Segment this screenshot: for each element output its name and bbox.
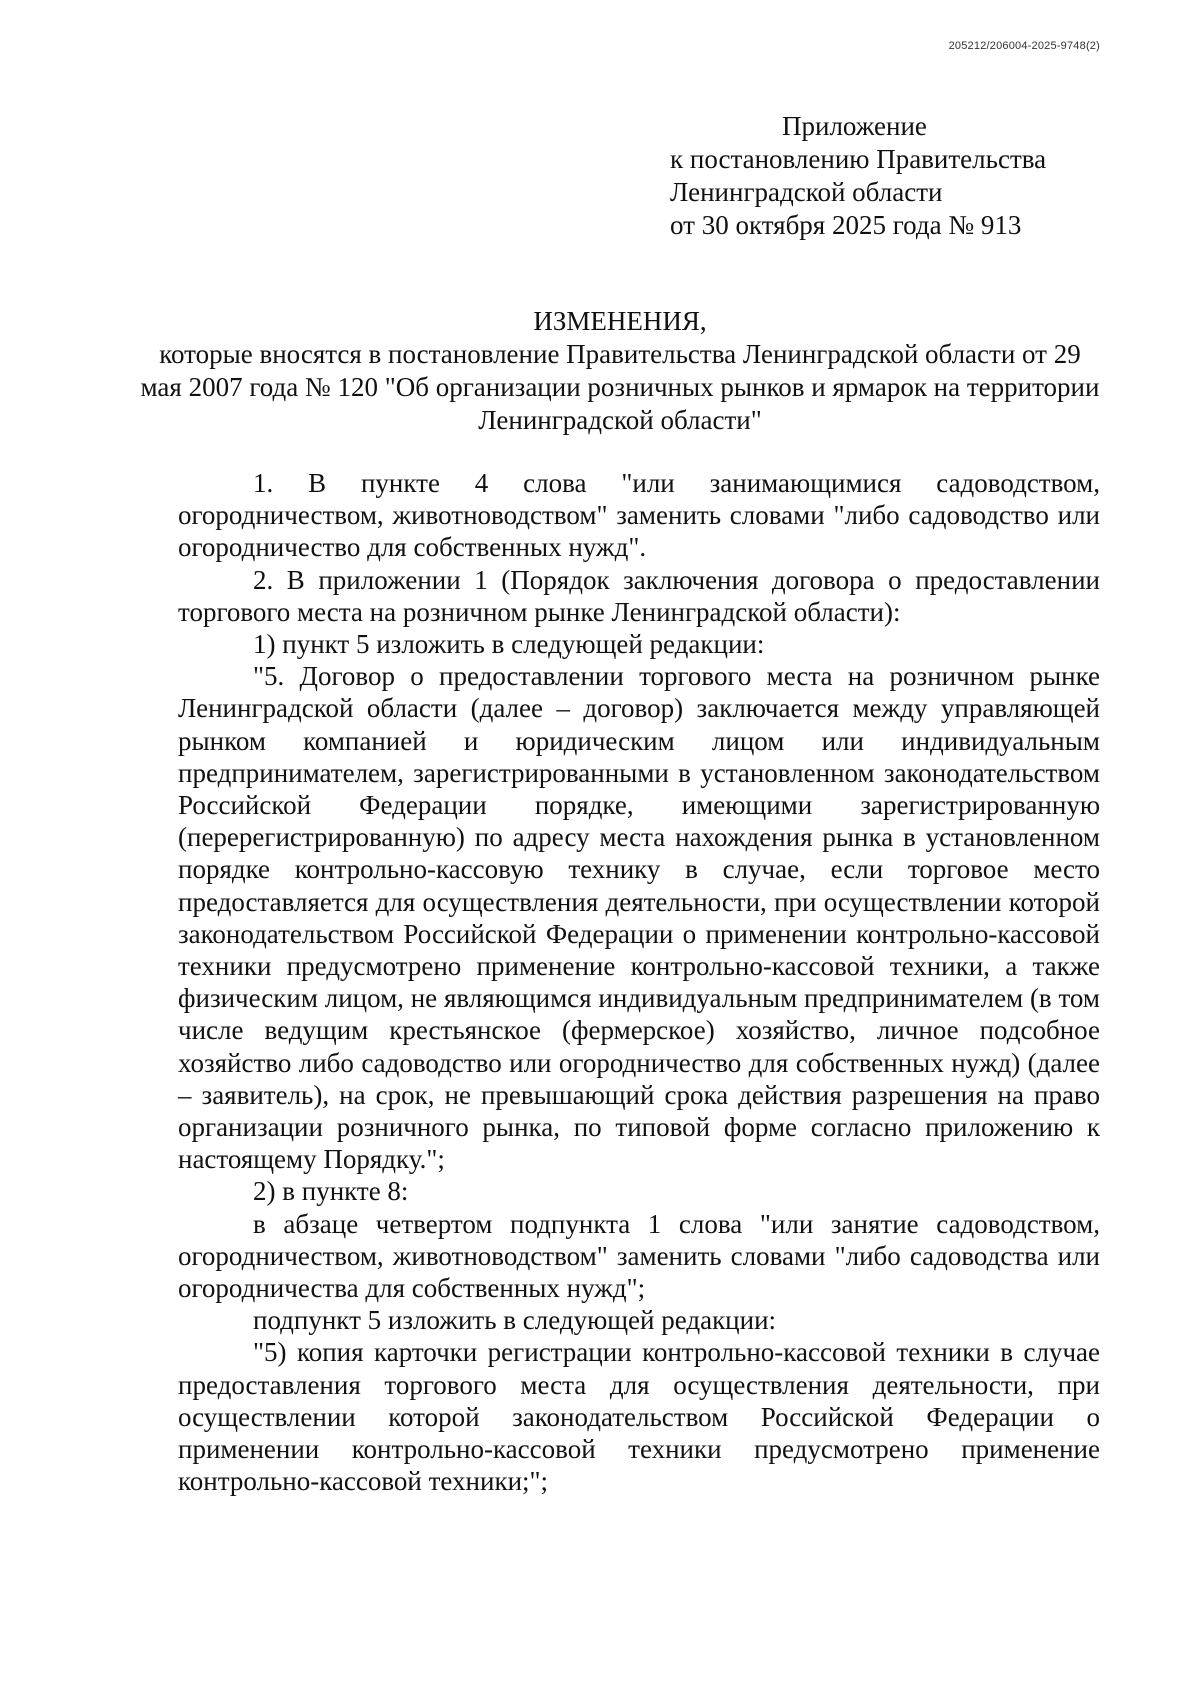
document-subtitle: которые вносятся в постановление Правительства Ленинградской области от 29 мая 2007 года № 120 "Об организации розничных рынков и ярмарок на территории Ленинградской области" [140,339,1100,435]
appendix-line-resolution: к постановлению Правительства [670,144,1047,174]
document-title: ИЗМЕНЕНИЯ, [533,306,707,336]
appendix-line-region: Ленинградской области [670,177,943,207]
paragraph-4: "5. Договор о предоставлении торгового места на розничном рынке Ленинградской области (далее – договор) заключается между управляющей рынком компанией и юридическим лицом или индивидуальным предпринимателем, зарегистрированными в установленном законодательством Российской Федерации порядке, имеющими зарегистрированную (перерегистрированную) по адресу места нахождения рынка в установленном порядке контрольно-кассовую технику в случае, если торговое место предоставляется для осуществления деятельности, при осуществлении которой законодательством Российской Федерации о применении контрольно-кассовой техники предусмотрено применение контрольно-кассовой техники, а также физическим лицом, не являющимся индивидуальным предпринимателем (в том числе ведущим крестьянское (фермерское) хозяйство, личное подсобное хозяйство либо садоводство или огородничество для собственных нужд) (далее – заявитель), на срок, не превышающий срока действия разрешения на право организации розничного рынка, по типовой форме согласно приложению к настоящему Порядку."; [178,661,1100,1175]
paragraph-3: 1) пункт 5 изложить в следующей редакции: [253,629,765,660]
paragraph-2: 2. В приложении 1 (Порядок заключения договора о предоставлении торгового места на розничном рынке Ленинградской области): [178,564,1100,627]
paragraph-8: "5) копия карточки регистрации контрольно-кассовой техники в случае предоставления торгового места для осуществления деятельности, при осуществлении которой законодательством Российской Федерации о применении контрольно-кассовой техники предусмотрено применение контрольно-кассовой техники;"; [178,1337,1100,1497]
paragraph-1: 1. В пункте 4 слова "или занимающимися садоводством, огородничеством, животноводством" заменить словами "либо садоводство или огородничество для собственных нужд". [178,468,1100,563]
appendix-block [670,110,1110,242]
document-heading [140,305,1100,437]
paragraph-7: подпункт 5 изложить в следующей редакции: [253,1305,777,1336]
paragraph-5: 2) в пункте 8: [253,1176,409,1207]
appendix-label: Приложение [782,111,927,141]
paragraph-6: в абзаце четвертом подпункта 1 слова "или занятие садоводством, огородничеством, животноводством" заменить словами "либо садоводства или огородничества для собственных нужд"; [178,1208,1100,1304]
document-registration-number: 205212/206004-2025-9748(2) [948,40,1100,52]
document-body [178,467,1100,1498]
appendix-line-date: от 30 октября 2025 года № 913 [670,210,1022,240]
